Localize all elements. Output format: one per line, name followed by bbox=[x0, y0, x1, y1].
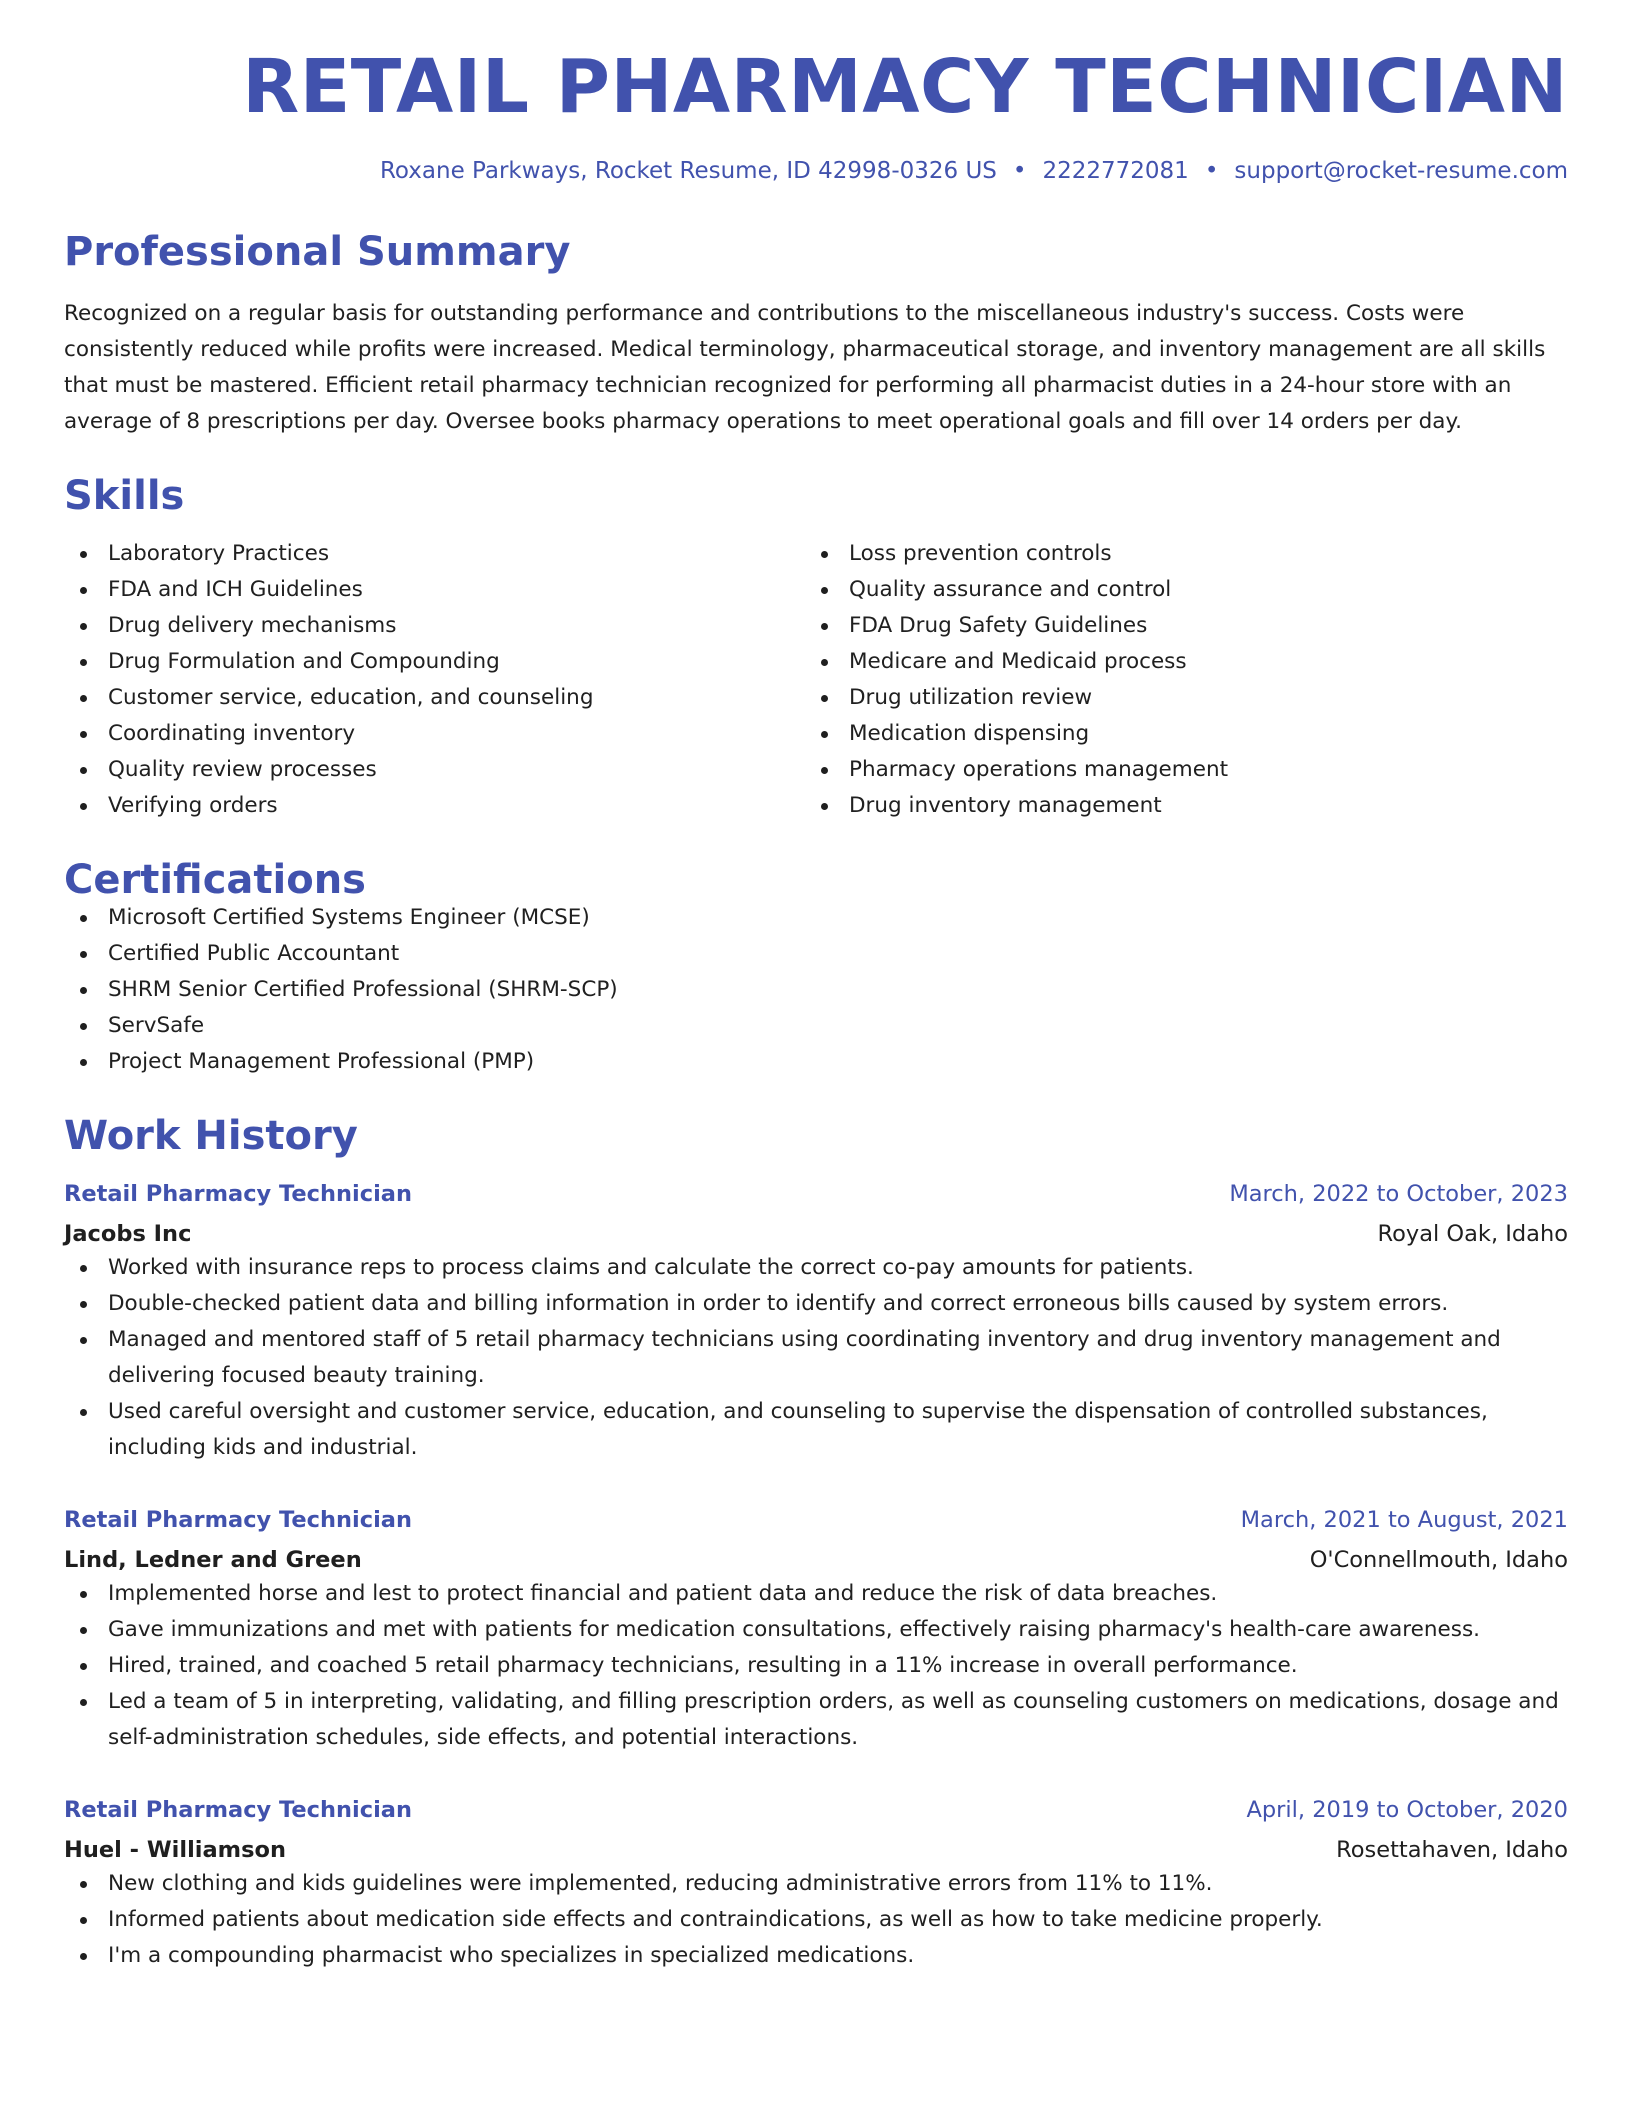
skill-item: Drug utilization review bbox=[805, 680, 1546, 716]
job-entry bbox=[64, 1504, 1568, 1756]
skills-column-left bbox=[64, 536, 805, 824]
job-bullet: Used careful oversight and customer service, education, and counseling to supervise the dispensation of controlled substances, including kids and industrial. bbox=[64, 1394, 1568, 1466]
skills-grid bbox=[64, 536, 1568, 824]
job-company-row bbox=[64, 1218, 1568, 1250]
job-bullets bbox=[64, 1250, 1568, 1466]
skills-section bbox=[64, 473, 1568, 824]
resume-title: RETAIL PHARMACY TECHNICIAN bbox=[242, 44, 1568, 130]
skills-column-right bbox=[805, 536, 1546, 824]
certification-item: Microsoft Certified Systems Engineer (MCSE) bbox=[64, 900, 1568, 936]
job-title: Retail Pharmacy Technician bbox=[64, 1181, 412, 1207]
job-bullet: Managed and mentored staff of 5 retail pharmacy technicians using coordinating inventory and drug inventory management and delivering focused beauty training. bbox=[64, 1322, 1568, 1394]
contact-line bbox=[64, 158, 1568, 184]
job-bullet: Gave immunizations and met with patients for medication consultations, effectively raising pharmacy's health-care awareness. bbox=[64, 1612, 1568, 1648]
job-company: Jacobs Inc bbox=[64, 1221, 192, 1247]
skill-item: Medication dispensing bbox=[805, 716, 1546, 752]
skills-list-right bbox=[805, 536, 1546, 824]
job-location: Royal Oak, Idaho bbox=[1377, 1221, 1568, 1247]
job-company: Lind, Ledner and Green bbox=[64, 1547, 362, 1573]
job-location: O'Connellmouth, Idaho bbox=[1309, 1547, 1568, 1573]
job-dates: March, 2021 to August, 2021 bbox=[1240, 1507, 1568, 1533]
skill-item: FDA and ICH Guidelines bbox=[64, 572, 805, 608]
certification-item: SHRM Senior Certified Professional (SHRM-SCP) bbox=[64, 972, 1568, 1008]
work-history-section bbox=[64, 1113, 1568, 1974]
job-bullet: New clothing and kids guidelines were implemented, reducing administrative errors from 11% to 11%. bbox=[64, 1866, 1568, 1902]
skill-item: Customer service, education, and counseling bbox=[64, 680, 805, 716]
job-header-row bbox=[64, 1794, 1568, 1826]
skill-item: FDA Drug Safety Guidelines bbox=[805, 608, 1546, 644]
job-company-row bbox=[64, 1834, 1568, 1866]
certifications-list bbox=[64, 900, 1568, 1080]
contact-separator: • bbox=[1204, 158, 1219, 184]
certifications-section bbox=[64, 857, 1568, 1080]
job-company-row bbox=[64, 1544, 1568, 1576]
skill-item: Pharmacy operations management bbox=[805, 752, 1546, 788]
job-entry bbox=[64, 1794, 1568, 1974]
skill-item: Laboratory Practices bbox=[64, 536, 805, 572]
job-bullets bbox=[64, 1866, 1568, 1974]
skill-item: Loss prevention controls bbox=[805, 536, 1546, 572]
skill-item: Drug Formulation and Compounding bbox=[64, 644, 805, 680]
skill-item: Quality review processes bbox=[64, 752, 805, 788]
work-history-heading: Work History bbox=[64, 1113, 358, 1159]
skills-heading: Skills bbox=[64, 473, 185, 519]
job-bullet: Informed patients about medication side effects and contraindications, as well as how to take medicine properly. bbox=[64, 1902, 1568, 1938]
job-header-row bbox=[64, 1178, 1568, 1210]
summary-section bbox=[64, 229, 1568, 440]
certification-item: Project Management Professional (PMP) bbox=[64, 1044, 1568, 1080]
job-dates: April, 2019 to October, 2020 bbox=[1246, 1797, 1568, 1823]
job-bullet: Implemented horse and lest to protect financial and patient data and reduce the risk of data breaches. bbox=[64, 1576, 1568, 1612]
job-entry bbox=[64, 1178, 1568, 1466]
certification-item: Certified Public Accountant bbox=[64, 936, 1568, 972]
certification-item: ServSafe bbox=[64, 1008, 1568, 1044]
job-bullets bbox=[64, 1576, 1568, 1756]
job-bullet: Worked with insurance reps to process claims and calculate the correct co-pay amounts for patients. bbox=[64, 1250, 1568, 1286]
skill-item: Drug inventory management bbox=[805, 788, 1546, 824]
job-title: Retail Pharmacy Technician bbox=[64, 1507, 412, 1533]
summary-text: Recognized on a regular basis for outstanding performance and contributions to the miscellaneous industry's success. Costs were consistently reduced while profits were increased. Medical terminology, pharmaceutical storage, and inventory management are all skills that must be mastered. Efficient retail pharmacy technician recognized for performing all pharmacist duties in a 24-hour store with an average of 8 prescriptions per day. Oversee books pharmacy operations to meet operational goals and fill over 14 orders per day. bbox=[64, 301, 1546, 434]
skill-item: Quality assurance and control bbox=[805, 572, 1546, 608]
contact-separator: • bbox=[1012, 158, 1027, 184]
job-bullet: Double-checked patient data and billing information in order to identify and correct erroneous bills caused by system errors. bbox=[64, 1286, 1568, 1322]
summary-heading: Professional Summary bbox=[64, 229, 571, 275]
job-company: Huel - Williamson bbox=[64, 1837, 286, 1863]
skill-item: Coordinating inventory bbox=[64, 716, 805, 752]
skills-list-left bbox=[64, 536, 805, 824]
skill-item: Verifying orders bbox=[64, 788, 805, 824]
job-title: Retail Pharmacy Technician bbox=[64, 1797, 412, 1823]
job-dates: March, 2022 to October, 2023 bbox=[1229, 1181, 1568, 1207]
contact-phone[interactable]: 2222772081 bbox=[1042, 158, 1189, 184]
certifications-heading: Certifications bbox=[64, 857, 366, 903]
job-location: Rosettahaven, Idaho bbox=[1336, 1837, 1568, 1863]
contact-email[interactable]: support@rocket-resume.com bbox=[1234, 158, 1568, 184]
job-bullet: Hired, trained, and coached 5 retail pharmacy technicians, resulting in a 11% increase in overall performance. bbox=[64, 1648, 1568, 1684]
job-bullet: Led a team of 5 in interpreting, validating, and filling prescription orders, as well as counseling customers on medications, dosage and self-administration schedules, side effects, and potential interactions. bbox=[64, 1684, 1568, 1756]
contact-address: Roxane Parkways, Rocket Resume, ID 42998-0326 US bbox=[379, 158, 997, 184]
skill-item: Medicare and Medicaid process bbox=[805, 644, 1546, 680]
skill-item: Drug delivery mechanisms bbox=[64, 608, 805, 644]
job-bullet: I'm a compounding pharmacist who specializes in specialized medications. bbox=[64, 1938, 1568, 1974]
job-header-row bbox=[64, 1504, 1568, 1536]
